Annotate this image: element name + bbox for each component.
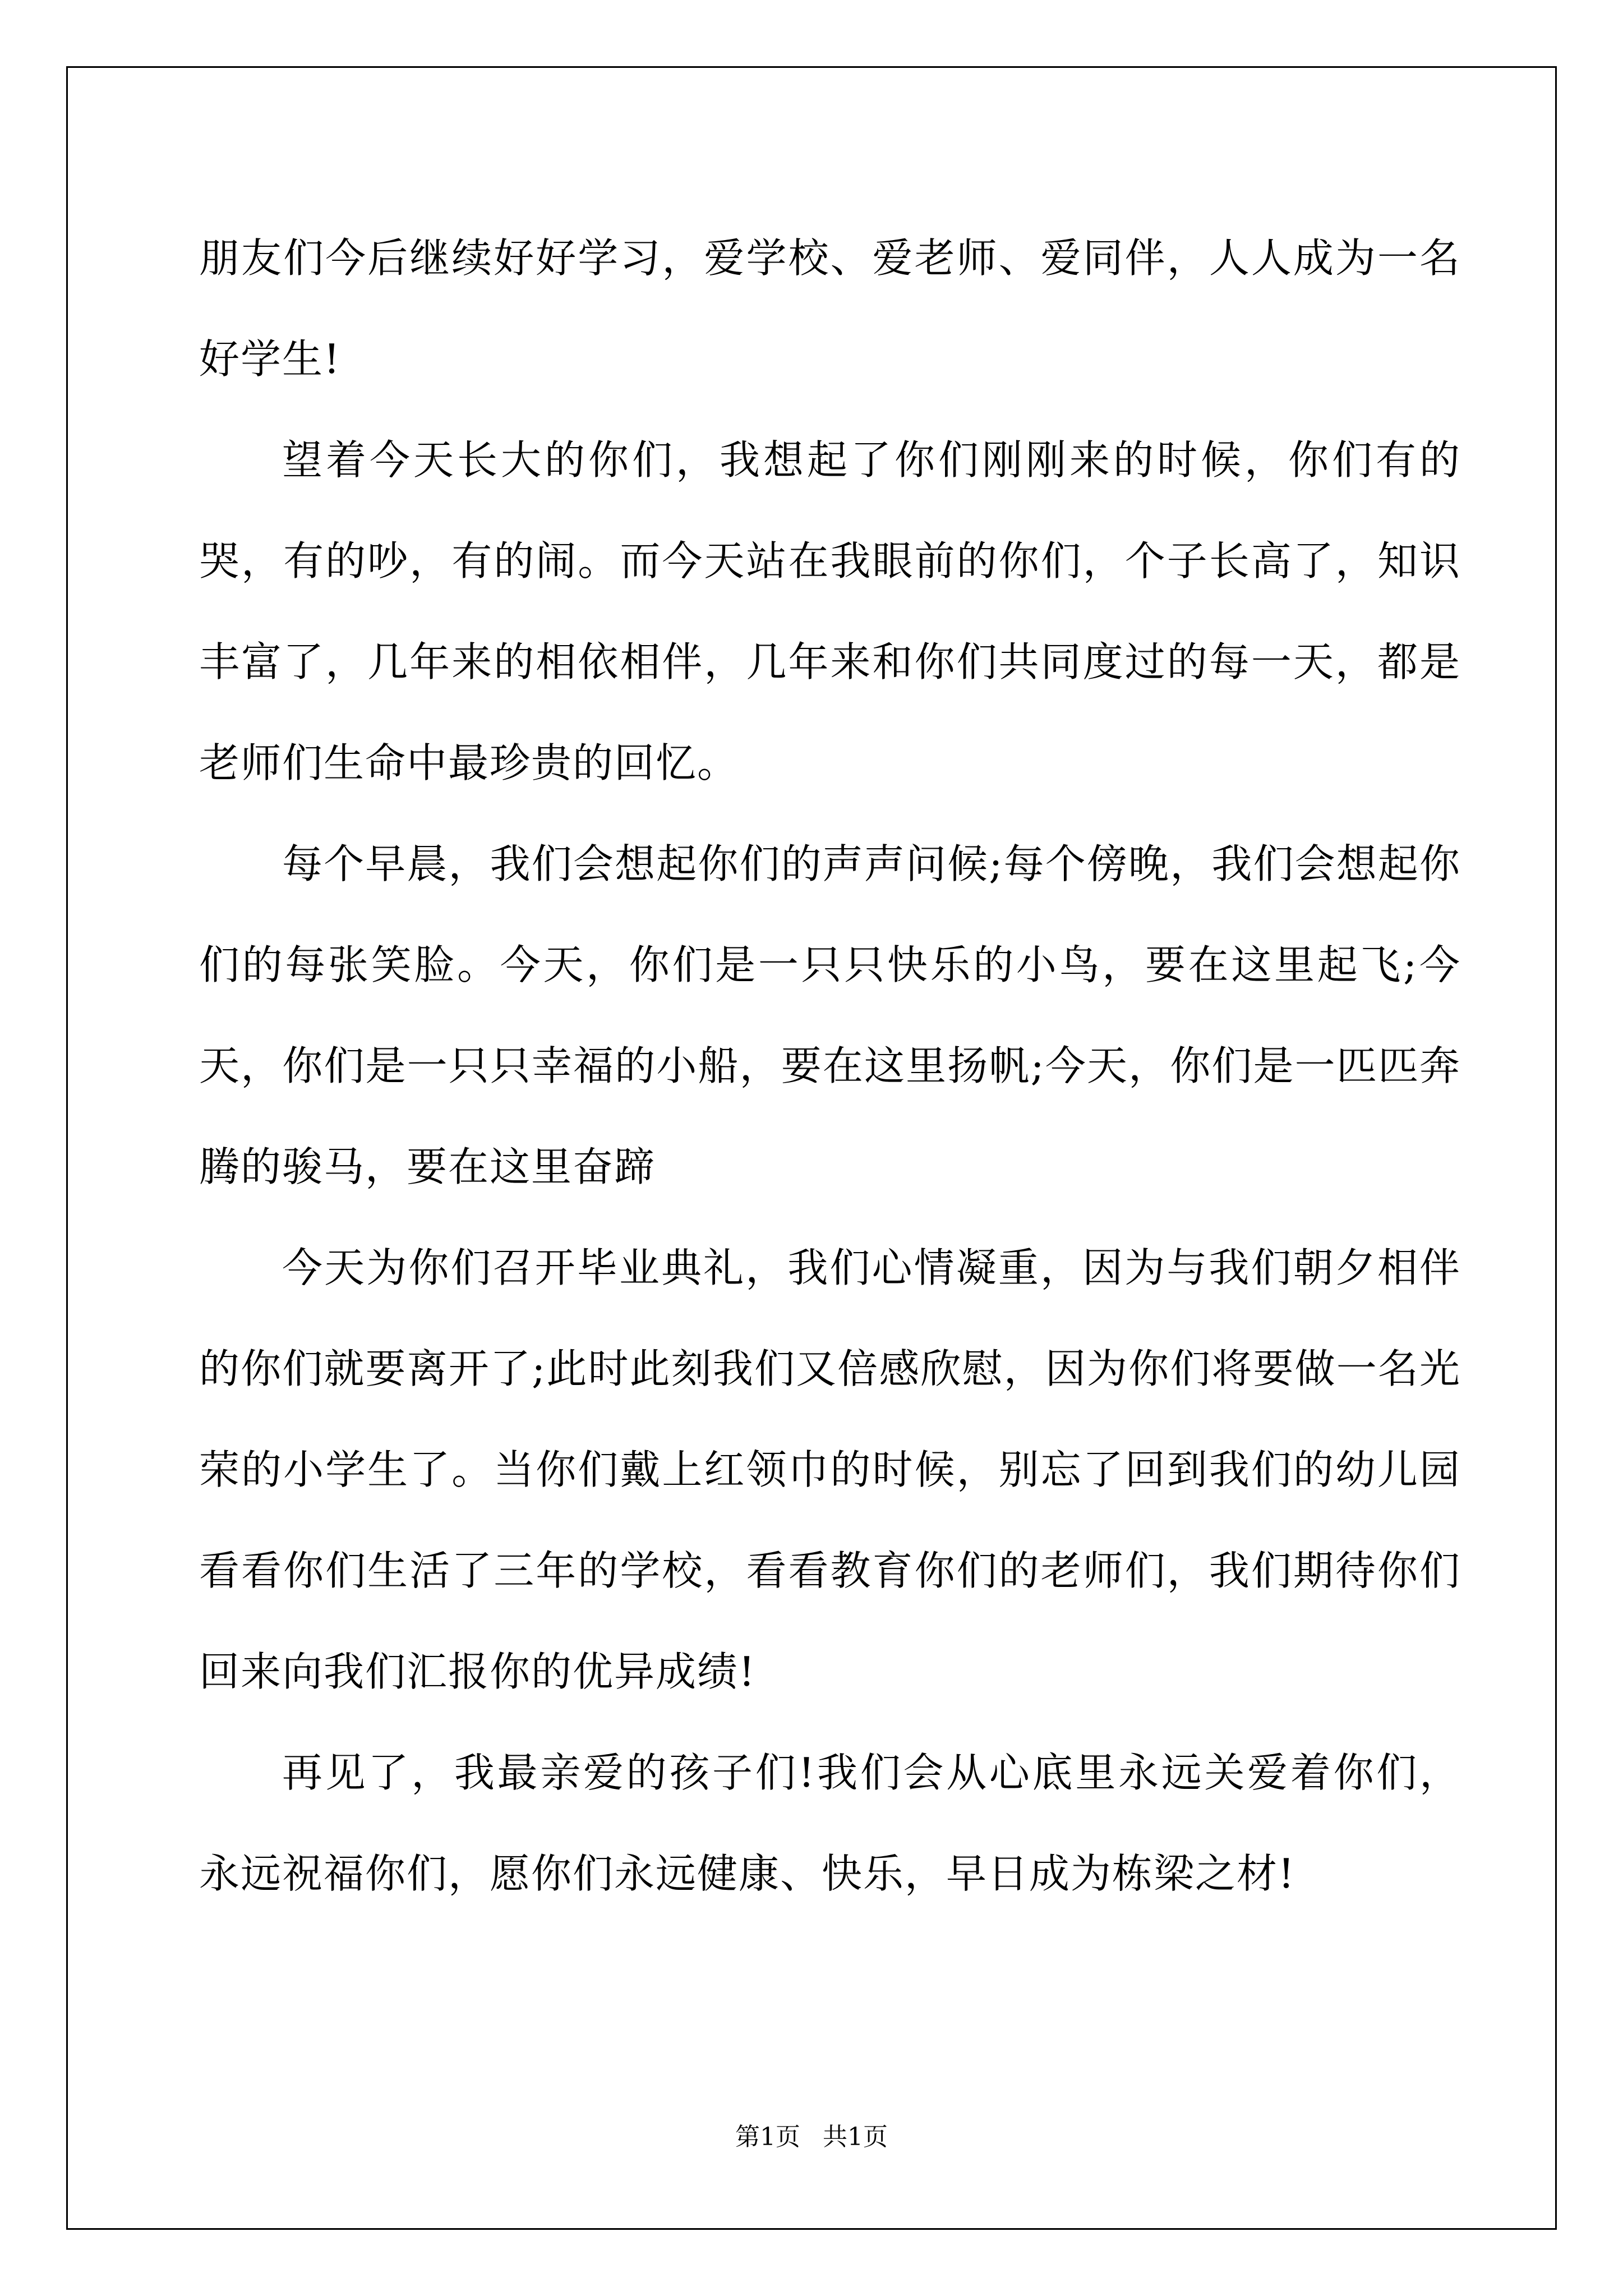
page-total: 共1页 [823, 2123, 888, 2151]
document-body [199, 208, 1461, 1924]
page-number: 第1页 [735, 2123, 800, 2151]
paragraph-5: 再见了，我最亲爱的孩子们!我们会从心底里永远关爱着你们，永远祝福你们，愿你们永远健康、快乐，早日成为栋梁之材! [199, 1749, 1461, 1897]
paragraph-1: 朋友们今后继续好好学习，爱学校、爱老师、爱同伴，人人成为一名好学生! [199, 234, 1461, 383]
paragraph-4: 今天为你们召开毕业典礼，我们心情凝重，因为与我们朝夕相伴的你们就要离开了;此时此刻我们又倍感欣慰，因为你们将要做一名光荣的小学生了。当你们戴上红领巾的时候，别忘了回到我们的幼儿园看看你们生活了三年的学校，看看教育你们的老师们，我们期待你们回来向我们汇报你的优异成绩! [199, 1244, 1461, 1695]
paragraph-2: 望着今天长大的你们，我想起了你们刚刚来的时候，你们有的哭，有的吵，有的闹。而今天站在我眼前的你们，个子长高了，知识丰富了，几年来的相依相伴，几年来和你们共同度过的每一天，都是老师们生命中最珍贵的回忆。 [199, 436, 1461, 786]
page-footer [0, 2120, 1623, 2154]
paragraph-3: 每个早晨，我们会想起你们的声声问候;每个傍晚，我们会想起你们的每张笑脸。今天，你们是一只只快乐的小鸟，要在这里起飞;今天，你们是一只只幸福的小船，要在这里扬帆;今天，你们是一匹匹奔腾的骏马，要在这里奋蹄 [199, 840, 1461, 1190]
